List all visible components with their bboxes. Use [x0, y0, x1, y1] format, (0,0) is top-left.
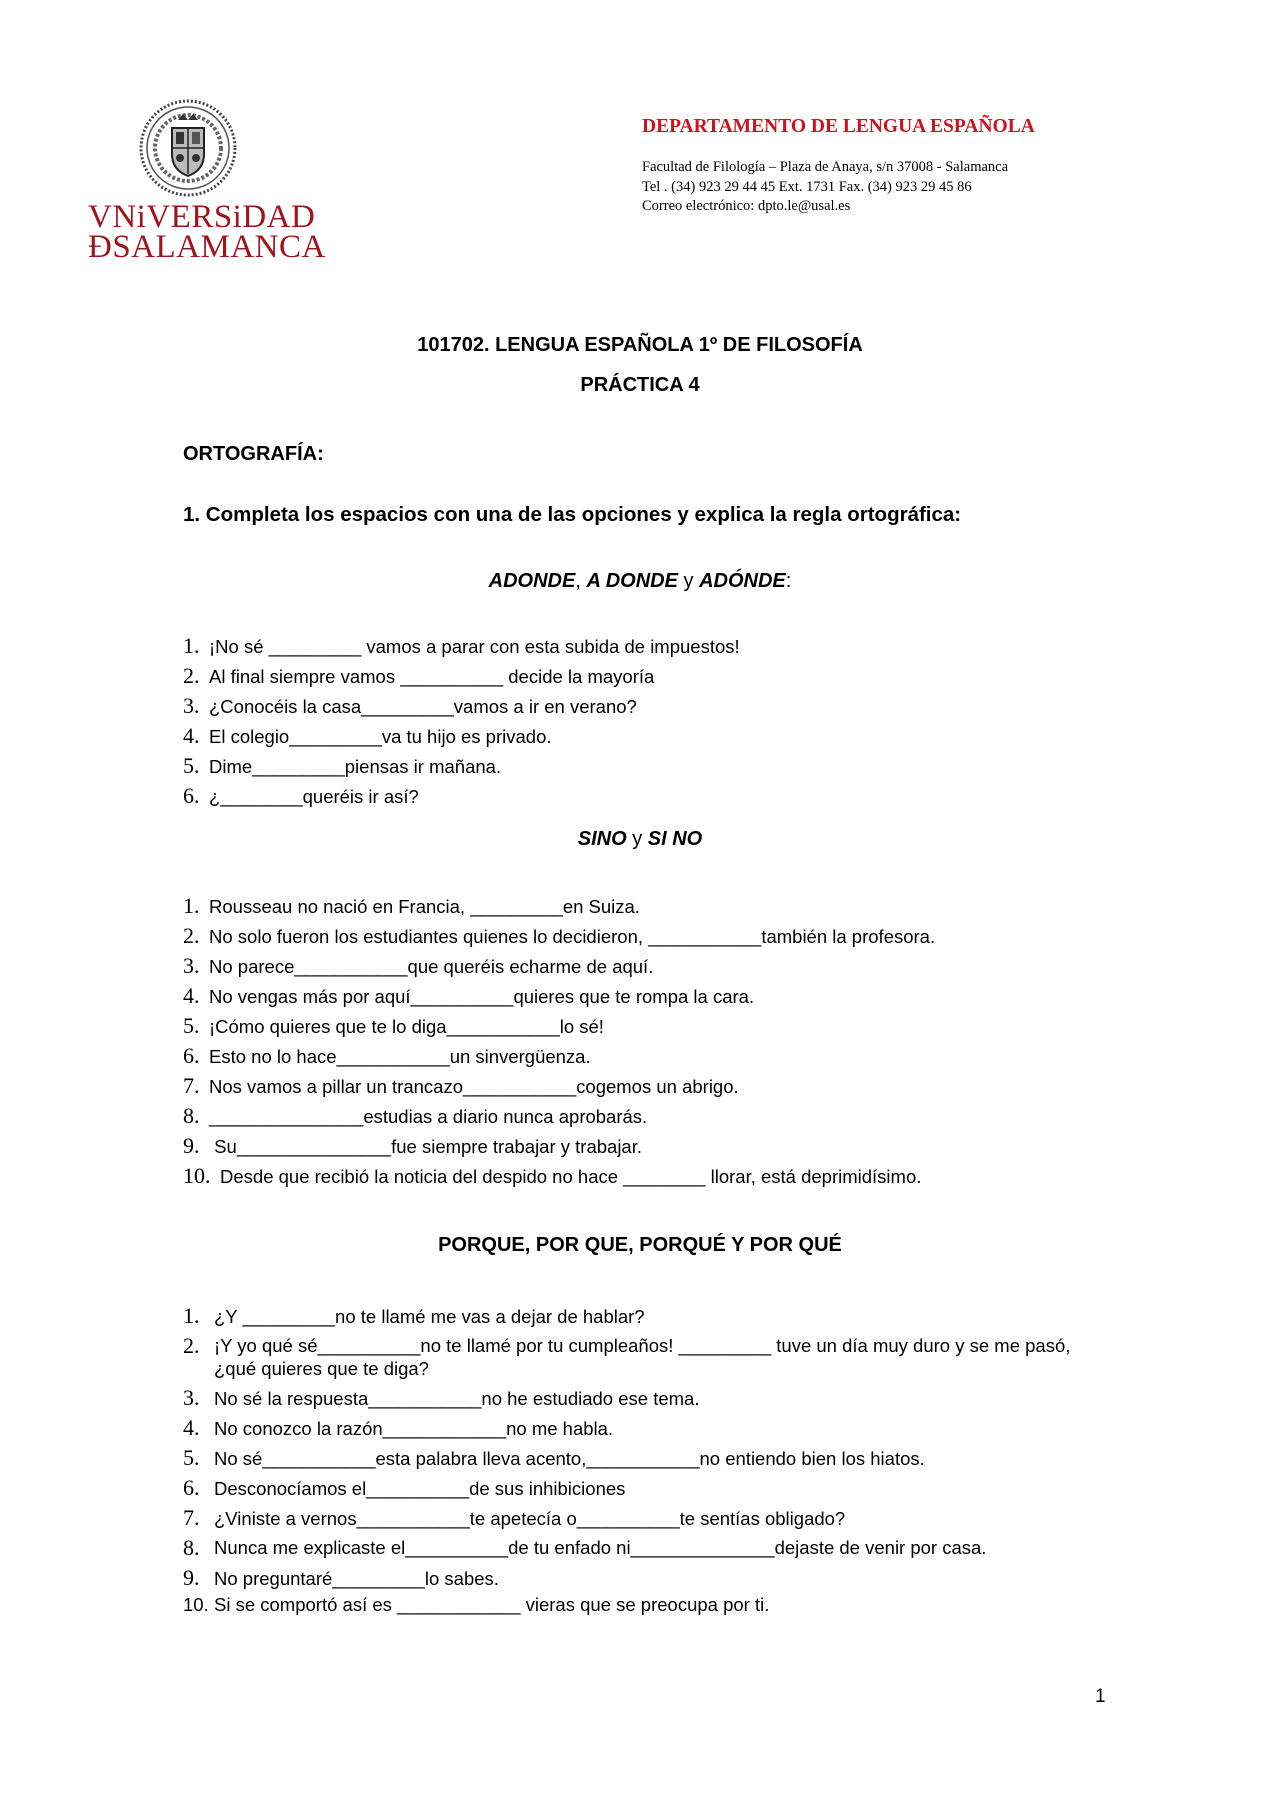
list-item [183, 1011, 935, 1041]
list-item [183, 1071, 935, 1101]
item-text: No parece___________que queréis echarme de aquí. [209, 956, 654, 977]
list-item [183, 1443, 1113, 1473]
item-text: No solo fueron los estudiantes quienes lo decidieron, ___________también la profesora. [209, 926, 936, 947]
list-item [183, 1383, 1113, 1413]
item-text: No vengas más por aquí__________quieres que te rompa la cara. [209, 986, 755, 1007]
item-number: 2. [183, 663, 200, 688]
list-item [183, 631, 740, 661]
item-text: No preguntaré_________lo sabes. [214, 1568, 499, 1589]
university-name: VNiVERSiDAD ÐSALAMANCA [88, 199, 326, 265]
item-text: Desde que recibió la noticia del despido no hace ________ llorar, está deprimidísimo. [220, 1166, 922, 1187]
group1-list [183, 631, 740, 811]
item-text: ¡No sé _________ vamos a parar con esta subida de impuestos! [209, 636, 740, 657]
item-text: No sé la respuesta___________no he estudiado ese tema. [214, 1388, 700, 1409]
item-text: Si se comportó así es ____________ vieras que se preocupa por ti. [214, 1594, 770, 1615]
item-text: Su_______________fue siempre trabajar y trabajar. [209, 1136, 642, 1157]
item-number: 7. [183, 1073, 200, 1098]
group1-heading-and: y [677, 570, 700, 592]
item-text: No conozco la razón____________no me habla. [214, 1418, 614, 1439]
group3-heading: PORQUE, POR QUE, PORQUÉ Y POR QUÉ [438, 1234, 842, 1256]
item-text: _______________estudias a diario nunca aprobarás. [209, 1106, 648, 1127]
list-item [183, 1563, 1113, 1593]
list-item [183, 751, 740, 781]
item-text: El colegio_________va tu hijo es privado. [209, 726, 552, 747]
item-text: ¿Y _________no te llamé me vas a dejar de hablar? [214, 1306, 645, 1327]
item-number: 8. [183, 1103, 200, 1128]
item-number: 5. [183, 1445, 200, 1470]
list-item [183, 1301, 1113, 1331]
practice-title: PRÁCTICA 4 [580, 374, 700, 396]
list-item [183, 721, 740, 751]
item-text: Desconocíamos el__________de sus inhibiciones [214, 1478, 626, 1499]
university-logo [88, 98, 326, 268]
group1-heading-c: ADÓNDE [699, 570, 786, 592]
list-item [183, 661, 740, 691]
item-number: 4. [183, 983, 200, 1008]
item-text: Nos vamos a pillar un trancazo___________cogemos un abrigo. [209, 1076, 739, 1097]
item-text: ¡Y yo qué sé__________no te llamé por tu cumpleaños! _________ tuve un día muy duro y se me pasó, ¿qué quieres que te diga? [214, 1335, 1071, 1379]
item-number: 1. [183, 1303, 200, 1328]
list-item [183, 1161, 935, 1191]
list-item [183, 1533, 1113, 1563]
item-number: 7. [183, 1505, 200, 1530]
item-text: Esto no lo hace___________un sinvergüenza. [209, 1046, 591, 1067]
list-item [183, 1331, 1113, 1383]
section-heading: ORTOGRAFÍA: [183, 443, 324, 465]
department-name: DEPARTAMENTO DE LENGUA ESPAÑOLA [642, 116, 1035, 137]
group1-heading-sep: , [575, 570, 587, 592]
item-text: Dime_________piensas ir mañana. [209, 756, 502, 777]
item-number: 6. [183, 1475, 200, 1500]
item-number: 9. [183, 1565, 200, 1590]
group2-heading-a: SINO [577, 828, 627, 850]
list-item [183, 1473, 1113, 1503]
list-item [183, 691, 740, 721]
item-number: 9. [183, 1133, 200, 1158]
item-number: 2. [183, 923, 200, 948]
item-number: 10. [183, 1594, 209, 1615]
email-line: Correo electrónico: dpto.le@usal.es [642, 198, 851, 214]
item-number: 1. [183, 633, 200, 658]
list-item [183, 891, 935, 921]
item-number: 3. [183, 953, 200, 978]
phone-line: Tel . (34) 923 29 44 45 Ext. 1731 Fax. (34) 923 29 45 86 [642, 178, 972, 195]
item-text: No sé___________esta palabra lleva acento,___________no entiendo bien los hiatos. [214, 1448, 925, 1469]
group3-list [183, 1301, 1113, 1616]
group1-heading-a: ADONDE [488, 570, 576, 592]
address-line: Facultad de Filología – Plaza de Anaya, s/n 37008 - Salamanca [642, 159, 1009, 175]
list-item [183, 981, 935, 1011]
list-item [183, 1503, 1113, 1533]
item-number: 1. [183, 893, 200, 918]
group2-heading-and: y [626, 828, 648, 850]
list-item [183, 951, 935, 981]
item-text: Rousseau no nació en Francia, _________en Suiza. [209, 896, 640, 917]
list-item [183, 781, 740, 811]
list-item [183, 1101, 935, 1131]
group1-heading-end: : [785, 570, 792, 592]
item-text: ¡Cómo quieres que te lo diga___________lo sé! [209, 1016, 604, 1037]
course-title: 101702. LENGUA ESPAÑOLA 1º DE FILOSOFÍA [417, 334, 863, 356]
group2-heading [0, 828, 1280, 851]
item-number: 2. [183, 1333, 200, 1358]
item-number: 5. [183, 1013, 200, 1038]
university-seal-icon [138, 98, 238, 198]
list-item [183, 921, 935, 951]
group1-heading [0, 570, 1280, 593]
contact-info [642, 158, 1008, 217]
item-number: 4. [183, 723, 200, 748]
item-text: Al final siempre vamos __________ decide la mayoría [209, 666, 655, 687]
group1-heading-b: A DONDE [586, 570, 678, 592]
page-number: 1 [1095, 1686, 1106, 1707]
item-text: Nunca me explicaste el__________de tu enfado ni______________dejaste de venir por casa. [214, 1537, 987, 1558]
list-item [183, 1131, 935, 1161]
item-text: ¿________queréis ir así? [209, 786, 419, 807]
item-number: 8. [183, 1535, 200, 1560]
item-text: ¿Viniste a vernos___________te apetecía o__________te sentías obligado? [214, 1508, 846, 1529]
item-text: ¿Conocéis la casa_________vamos a ir en verano? [209, 696, 637, 717]
list-item [183, 1041, 935, 1071]
exercise-instruction: 1. Completa los espacios con una de las opciones y explica la regla ortográfica: [183, 503, 962, 526]
item-number: 6. [183, 783, 200, 808]
group2-list [183, 891, 935, 1191]
item-number: 3. [183, 693, 200, 718]
item-number: 6. [183, 1043, 200, 1068]
item-number: 3. [183, 1385, 200, 1410]
group2-heading-b: SI NO [647, 828, 703, 850]
item-number: 10. [183, 1163, 211, 1188]
item-number: 5. [183, 753, 200, 778]
list-item [183, 1413, 1113, 1443]
list-item [183, 1593, 1113, 1616]
item-number: 4. [183, 1415, 200, 1440]
